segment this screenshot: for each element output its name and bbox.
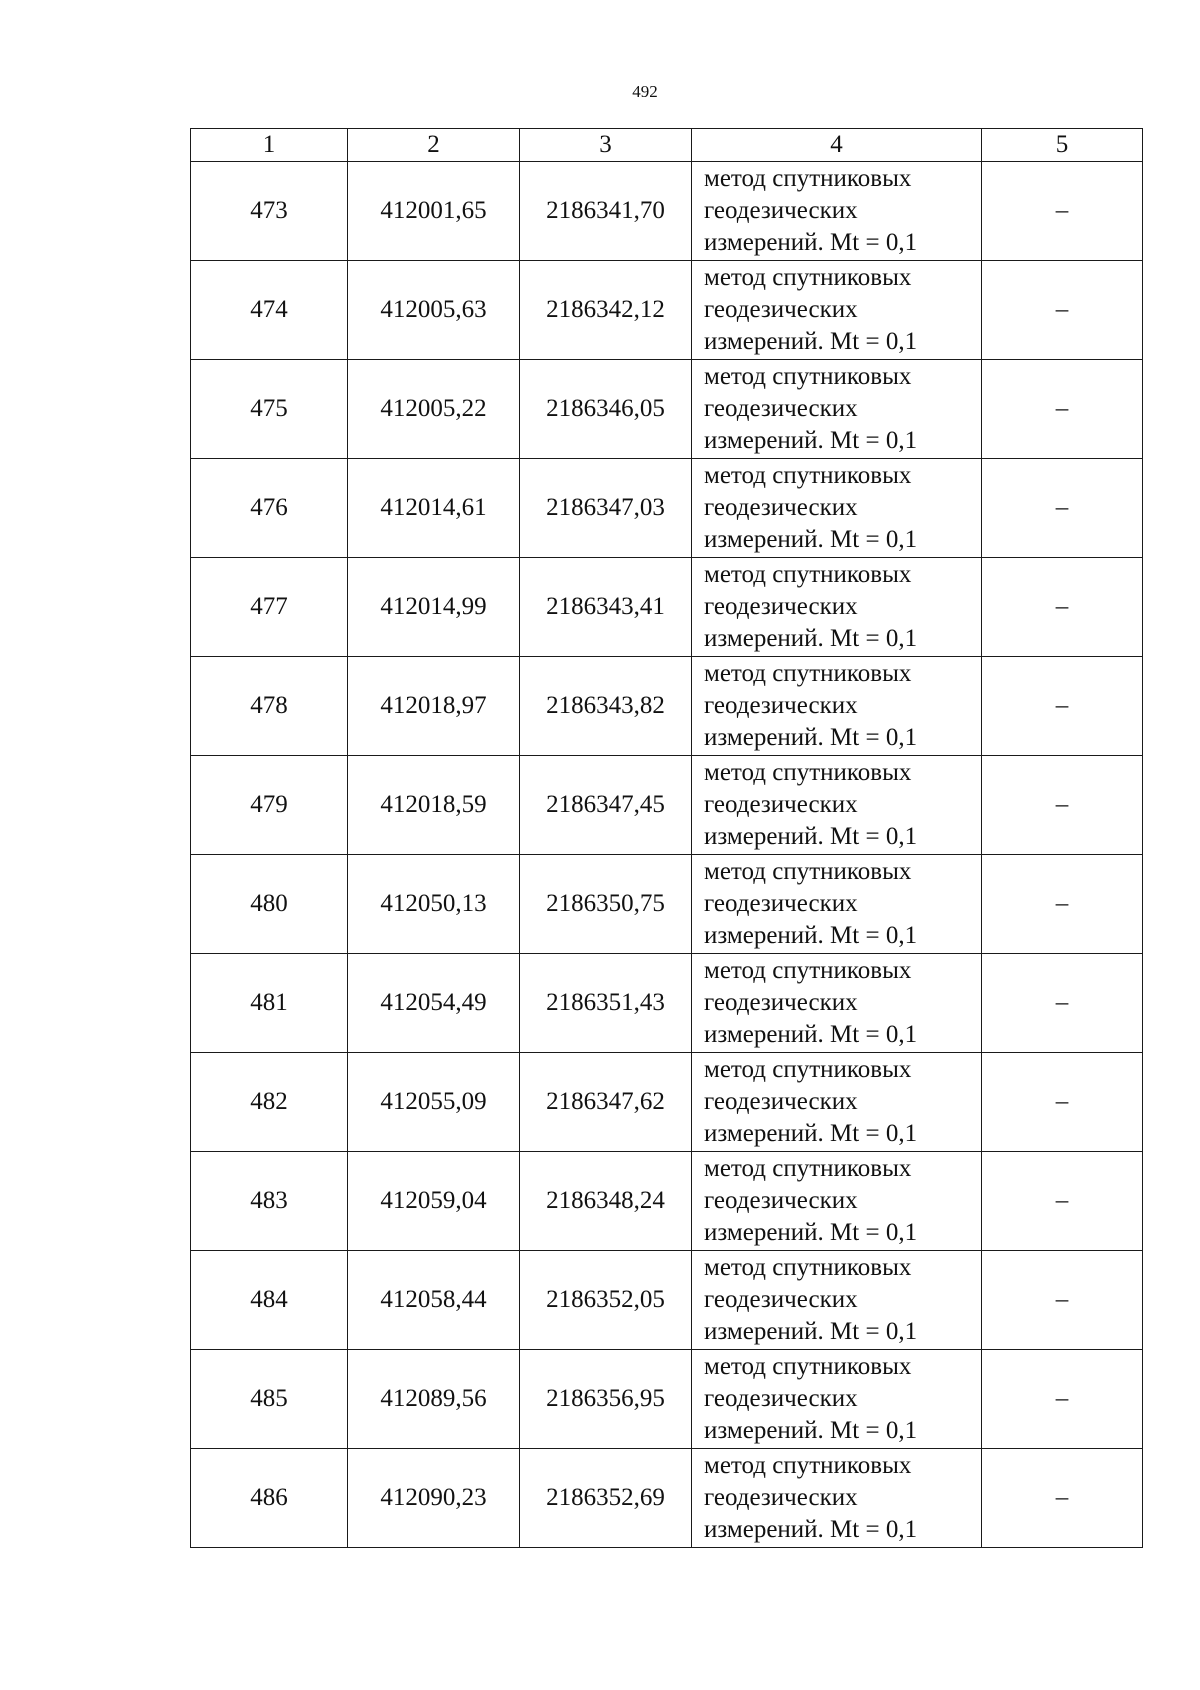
- method-cell: [692, 1053, 982, 1152]
- coordinate-y-cell: 2186347,45: [520, 756, 692, 855]
- coordinate-x-cell: 412058,44: [348, 1251, 520, 1350]
- method-line: измерений. Mt = 0,1: [704, 526, 918, 553]
- coordinate-y-cell: 2186356,95: [520, 1350, 692, 1449]
- coordinate-x-cell: 412018,59: [348, 756, 520, 855]
- method-line: геодезических: [704, 1385, 858, 1412]
- coordinate-x-cell: 412050,13: [348, 855, 520, 954]
- coordinates-table: [190, 128, 1143, 1548]
- method-line: измерений. Mt = 0,1: [704, 1516, 918, 1543]
- note-cell: –: [982, 459, 1143, 558]
- method-cell: [692, 1449, 982, 1548]
- method-line: измерений. Mt = 0,1: [704, 724, 918, 751]
- method-line: измерений. Mt = 0,1: [704, 922, 918, 949]
- method-cell: [692, 1152, 982, 1251]
- point-number-cell: 480: [191, 855, 348, 954]
- coordinate-y-cell: 2186342,12: [520, 261, 692, 360]
- note-cell: –: [982, 162, 1143, 261]
- method-cell: [692, 459, 982, 558]
- coordinate-x-cell: 412090,23: [348, 1449, 520, 1548]
- table-row: [191, 261, 1143, 360]
- coordinate-y-cell: 2186343,41: [520, 558, 692, 657]
- method-cell: [692, 756, 982, 855]
- method-line: метод спутниковых: [704, 1155, 912, 1182]
- table-row: [191, 360, 1143, 459]
- method-line: измерений. Mt = 0,1: [704, 427, 918, 454]
- coordinate-x-cell: 412059,04: [348, 1152, 520, 1251]
- coordinate-y-cell: 2186352,69: [520, 1449, 692, 1548]
- coordinate-x-cell: 412054,49: [348, 954, 520, 1053]
- method-line: геодезических: [704, 593, 858, 620]
- point-number-cell: 473: [191, 162, 348, 261]
- method-line: измерений. Mt = 0,1: [704, 229, 918, 256]
- point-number-cell: 479: [191, 756, 348, 855]
- coordinate-x-cell: 412055,09: [348, 1053, 520, 1152]
- point-number-cell: 481: [191, 954, 348, 1053]
- note-cell: –: [982, 657, 1143, 756]
- method-line: метод спутниковых: [704, 363, 912, 390]
- note-cell: –: [982, 954, 1143, 1053]
- table-row: [191, 756, 1143, 855]
- coordinate-y-cell: 2186348,24: [520, 1152, 692, 1251]
- coordinate-y-cell: 2186347,62: [520, 1053, 692, 1152]
- point-number-cell: 482: [191, 1053, 348, 1152]
- coordinate-x-cell: 412014,99: [348, 558, 520, 657]
- page-number: 492: [632, 82, 658, 101]
- method-cell: [692, 954, 982, 1053]
- coordinate-y-cell: 2186346,05: [520, 360, 692, 459]
- method-cell: [692, 360, 982, 459]
- method-line: геодезических: [704, 791, 858, 818]
- table-row: [191, 1350, 1143, 1449]
- header-col-1: 1: [191, 129, 348, 162]
- table-row: [191, 1449, 1143, 1548]
- method-line: геодезических: [704, 1088, 858, 1115]
- method-line: геодезических: [704, 989, 858, 1016]
- method-line: измерений. Mt = 0,1: [704, 625, 918, 652]
- method-cell: [692, 558, 982, 657]
- note-cell: –: [982, 558, 1143, 657]
- point-number-cell: 483: [191, 1152, 348, 1251]
- coordinates-table-container: [190, 128, 1142, 1548]
- method-line: измерений. Mt = 0,1: [704, 1120, 918, 1147]
- point-number-cell: 474: [191, 261, 348, 360]
- note-cell: –: [982, 261, 1143, 360]
- method-line: метод спутниковых: [704, 561, 912, 588]
- method-cell: [692, 261, 982, 360]
- coordinate-x-cell: 412018,97: [348, 657, 520, 756]
- point-number-cell: 486: [191, 1449, 348, 1548]
- table-row: [191, 1152, 1143, 1251]
- header-col-3: 3: [520, 129, 692, 162]
- method-line: метод спутниковых: [704, 264, 912, 291]
- table-row: [191, 855, 1143, 954]
- coordinate-x-cell: 412014,61: [348, 459, 520, 558]
- method-line: геодезических: [704, 197, 858, 224]
- table-body: [191, 162, 1143, 1548]
- method-line: геодезических: [704, 1286, 858, 1313]
- note-cell: –: [982, 1053, 1143, 1152]
- note-cell: –: [982, 756, 1143, 855]
- table-row: [191, 558, 1143, 657]
- method-cell: [692, 162, 982, 261]
- coordinate-y-cell: 2186350,75: [520, 855, 692, 954]
- coordinate-x-cell: 412089,56: [348, 1350, 520, 1449]
- table-row: [191, 459, 1143, 558]
- method-line: геодезических: [704, 494, 858, 521]
- table-row: [191, 1053, 1143, 1152]
- method-line: геодезических: [704, 1484, 858, 1511]
- note-cell: –: [982, 360, 1143, 459]
- point-number-cell: 485: [191, 1350, 348, 1449]
- point-number-cell: 484: [191, 1251, 348, 1350]
- note-cell: –: [982, 1251, 1143, 1350]
- method-line: геодезических: [704, 1187, 858, 1214]
- method-line: метод спутниковых: [704, 1452, 912, 1479]
- coordinate-y-cell: 2186347,03: [520, 459, 692, 558]
- coordinate-y-cell: 2186343,82: [520, 657, 692, 756]
- note-cell: –: [982, 855, 1143, 954]
- method-line: геодезических: [704, 395, 858, 422]
- method-line: метод спутниковых: [704, 165, 912, 192]
- coordinate-y-cell: 2186341,70: [520, 162, 692, 261]
- method-line: геодезических: [704, 890, 858, 917]
- method-cell: [692, 1251, 982, 1350]
- point-number-cell: 477: [191, 558, 348, 657]
- table-row: [191, 954, 1143, 1053]
- method-line: геодезических: [704, 692, 858, 719]
- coordinate-x-cell: 412001,65: [348, 162, 520, 261]
- method-line: измерений. Mt = 0,1: [704, 1318, 918, 1345]
- table-row: [191, 657, 1143, 756]
- method-cell: [692, 1350, 982, 1449]
- method-cell: [692, 855, 982, 954]
- header-row: [191, 129, 1143, 162]
- method-line: метод спутниковых: [704, 858, 912, 885]
- header-col-4: 4: [692, 129, 982, 162]
- header-col-5: 5: [982, 129, 1143, 162]
- method-line: измерений. Mt = 0,1: [704, 823, 918, 850]
- method-line: метод спутниковых: [704, 462, 912, 489]
- note-cell: –: [982, 1449, 1143, 1548]
- method-cell: [692, 657, 982, 756]
- coordinate-y-cell: 2186351,43: [520, 954, 692, 1053]
- note-cell: –: [982, 1152, 1143, 1251]
- method-line: метод спутниковых: [704, 759, 912, 786]
- method-line: измерений. Mt = 0,1: [704, 1219, 918, 1246]
- note-cell: –: [982, 1350, 1143, 1449]
- point-number-cell: 478: [191, 657, 348, 756]
- method-line: метод спутниковых: [704, 660, 912, 687]
- coordinate-x-cell: 412005,63: [348, 261, 520, 360]
- table-row: [191, 1251, 1143, 1350]
- point-number-cell: 475: [191, 360, 348, 459]
- coordinate-x-cell: 412005,22: [348, 360, 520, 459]
- method-line: измерений. Mt = 0,1: [704, 1021, 918, 1048]
- table-row: [191, 162, 1143, 261]
- method-line: метод спутниковых: [704, 1254, 912, 1281]
- method-line: метод спутниковых: [704, 957, 912, 984]
- method-line: метод спутниковых: [704, 1056, 912, 1083]
- method-line: измерений. Mt = 0,1: [704, 328, 918, 355]
- method-line: геодезических: [704, 296, 858, 323]
- header-col-2: 2: [348, 129, 520, 162]
- point-number-cell: 476: [191, 459, 348, 558]
- table-header: [191, 129, 1143, 162]
- method-line: метод спутниковых: [704, 1353, 912, 1380]
- coordinate-y-cell: 2186352,05: [520, 1251, 692, 1350]
- method-line: измерений. Mt = 0,1: [704, 1417, 918, 1444]
